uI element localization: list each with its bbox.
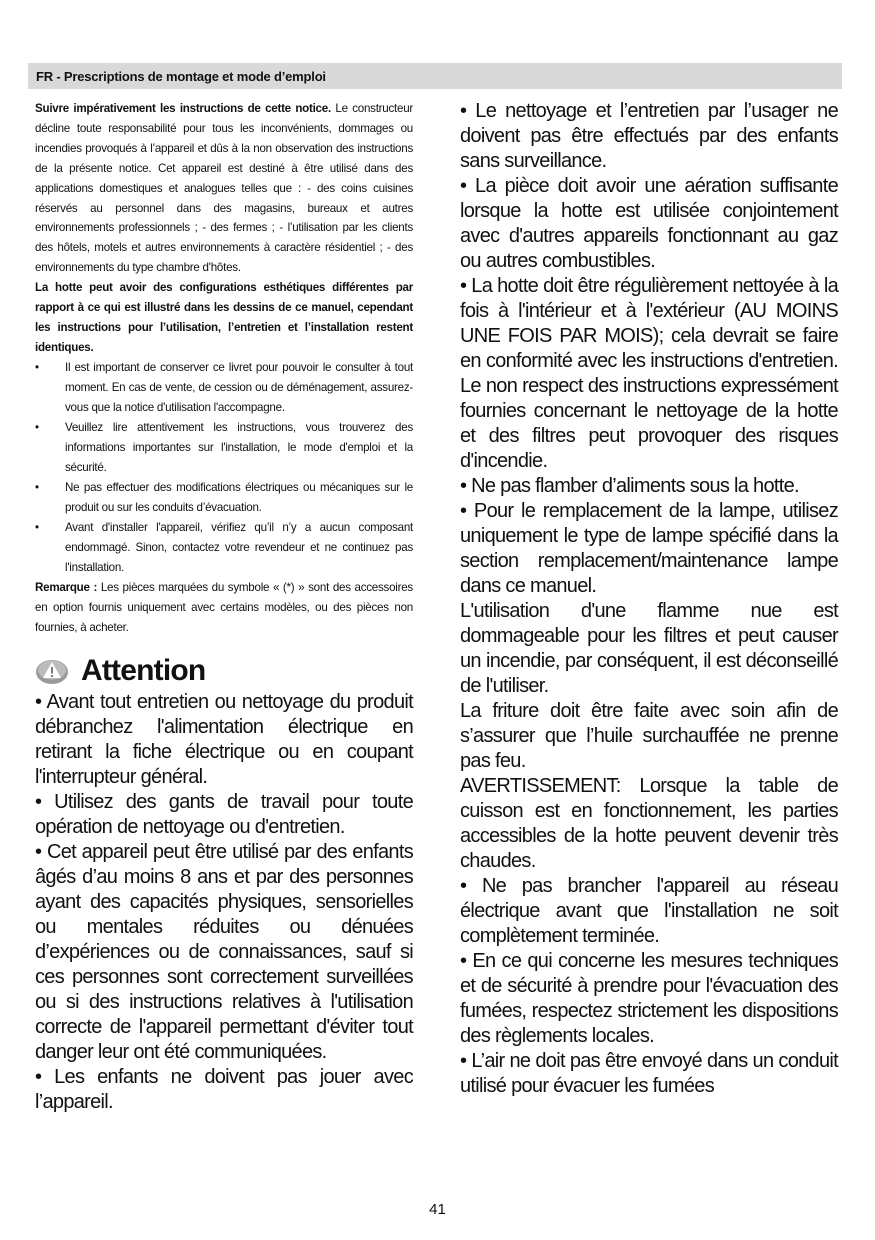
attention-body	[35, 690, 413, 1115]
intro-bold: Suivre impérativement les instructions de cette notice.	[35, 102, 331, 115]
safety-paragraph: • Ne pas flamber d’aliments sous la hotte.	[460, 475, 799, 497]
page-number: 41	[429, 1201, 446, 1218]
safety-paragraph: • Pour le remplacement de la lampe, utilisez uniquement le type de lampe spécifié dans la section remplacement/maintenance lampe dans ce manuel.	[460, 500, 838, 597]
attention-paragraph: • Avant tout entretien ou nettoyage du produit débranchez l'alimentation électrique en retirant la fiche électrique ou en coupant l'interrupteur général.	[35, 690, 413, 788]
safety-paragraph: L'utilisation d'une flamme nue est dommageable pour les filtres et peut causer un incendie, par conséquent, il est déconseillé de l'utiliser.	[460, 600, 838, 697]
safety-paragraph: AVERTISSEMENT: Lorsque la table de cuisson est en fonctionnement, les parties accessibles de la hotte peuvent devenir très chaudes.	[460, 775, 838, 872]
section-header-title: FR - Prescriptions de montage et mode d’emploi	[36, 69, 326, 84]
safety-paragraph: • Ne pas brancher l'appareil au réseau électrique avant que l'installation ne soit complètement terminée.	[460, 875, 838, 947]
bullet-list	[35, 358, 413, 578]
left-column	[35, 99, 413, 1115]
attention-paragraph: • Les enfants ne doivent pas jouer avec l’appareil.	[35, 1065, 413, 1113]
intro-block	[35, 99, 413, 358]
list-item: • Avant d'installer l'appareil, vérifiez qu’il n’y a aucun composant endommagé. Sinon, contactez votre revendeur et ne continuez pas l'installation.	[35, 518, 413, 578]
attention-paragraph: • Utilisez des gants de travail pour toute opération de nettoyage ou d'entretien.	[35, 790, 413, 838]
safety-paragraph: • La hotte doit être régulièrement nettoyée à la fois à l'intérieur et à l'extérieur (AU MOINS UNE FOIS PAR MOIS); cela devrait se faire en conformité avec les instructions d'entretien. Le non respect des instructions expressément fournies concernant le nettoyage de la hotte et des filtres peut provoquer des risques d'incendie.	[460, 275, 838, 472]
remark-label: Remarque :	[35, 580, 98, 594]
safety-paragraph: • En ce qui concerne les mesures techniques et de sécurité à prendre pour l'évacuation des fumées, respectez strictement les dispositions des règlements locales.	[460, 950, 838, 1047]
safety-paragraph: La friture doit être faite avec soin afin de s’assurer que l’huile surchauffée ne prenne pas feu.	[460, 700, 838, 772]
attention-title: Attention	[81, 653, 206, 687]
remark-block	[35, 578, 413, 638]
bullet-icon: •	[35, 480, 39, 494]
attention-heading	[35, 654, 413, 688]
safety-paragraph: • L’air ne doit pas être envoyé dans un conduit utilisé pour évacuer les fumées	[460, 1050, 838, 1097]
right-column	[460, 99, 838, 1099]
list-item: • Ne pas effectuer des modifications électriques ou mécaniques sur le produit ou sur les conduits d’évacuation.	[35, 478, 413, 518]
bullet-icon: •	[35, 360, 39, 374]
remark-text: Les pièces marquées du symbole « (*) » sont des accessoires en option fournis uniquement avec certains modèles, ou des pièces non fournies, à acheter.	[35, 580, 413, 634]
remark-paragraph	[35, 578, 413, 638]
intro-text: Le constructeur décline toute responsabilité pour tous les inconvénients, dommages ou incendies provoqués à l’appareil et dûs à la non observation des instructions de la présente notice. Cet appareil est destiné à être utilisé dans des applications domestiques et analogues telles que : - des coins cuisines réservés au personnel dans des magasins, bureaux et autres environnements professionnels ; - des fermes ; - l’utilisation par les clients des hôtels, motels et autres environnements à caractère résidentiel ; - des environnements du type chambre d'hôtes.	[35, 102, 413, 275]
section-header	[28, 63, 842, 89]
config-paragraph: La hotte peut avoir des configurations esthétiques différentes par rapport à ce qui est illustré dans les dessins de ce manuel, cependant les instructions pour l’utilisation, l’entretien et l’installation restent identiques.	[35, 281, 413, 354]
warning-icon	[35, 657, 69, 685]
list-item: • Veuillez lire attentivement les instructions, vous trouverez des informations importantes sur l'installation, le mode d'emploi et la sécurité.	[35, 418, 413, 478]
list-item: • Il est important de conserver ce livret pour pouvoir le consulter à tout moment. En cas de vente, de cession ou de déménagement, assurez-vous que la notice d'utilisation l'accompagne.	[35, 358, 413, 418]
safety-paragraph: • La pièce doit avoir une aération suffisante lorsque la hotte est utilisée conjointement avec d'autres appareils fonctionnant au gaz ou autres combustibles.	[460, 175, 838, 272]
intro-paragraph	[35, 99, 413, 278]
bullet-icon: •	[35, 420, 39, 434]
safety-paragraph: • Le nettoyage et l’entretien par l’usager ne doivent pas être effectués par des enfants sans surveillance.	[460, 100, 838, 172]
attention-paragraph: • Cet appareil peut être utilisé par des enfants âgés d’au moins 8 ans et par des personnes ayant des capacités physiques, sensorielles ou mentales réduites ou dénuées d’expériences ou de connaissances, sauf si ces personnes sont correctement surveillées ou si des instructions relatives à l'utilisation correcte de l'appareil permettant d'éviter tout danger leur ont été communiquées.	[35, 840, 413, 1063]
bullet-icon: •	[35, 520, 39, 534]
